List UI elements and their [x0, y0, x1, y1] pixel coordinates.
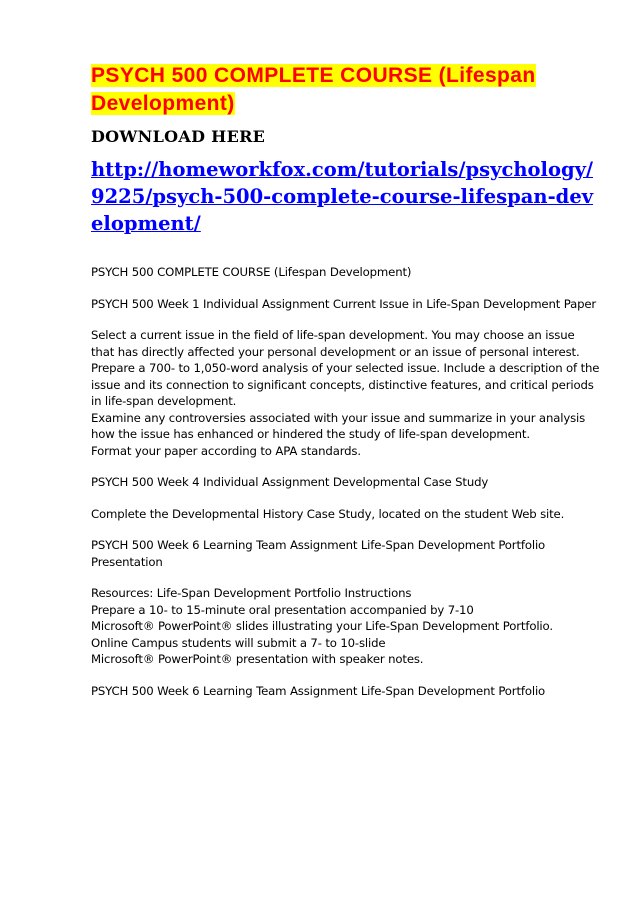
instruction-line: Online Campus students will submit a 7- to 10-slide: [91, 635, 386, 650]
instruction-line: Prepare a 10- to 15-minute oral presentation accompanied by 7-10: [91, 602, 474, 617]
instruction-line: Examine any controversies associated with your issue and summarize in your analysis how the issue has enhanced or hindered the study of life-span development.: [91, 410, 586, 441]
week4-heading: PSYCH 500 Week 4 Individual Assignment Developmental Case Study: [91, 475, 489, 489]
title-highlight: PSYCH 500 COMPLETE COURSE (Lifespan Development): [91, 64, 536, 115]
instruction-line: Select a current issue in the field of life-span development. You may choose an issue that has directly affected your personal development or an issue of personal interest.: [91, 328, 580, 359]
download-link[interactable]: http://homeworkfox.com/tutorials/psychology/9225/psych-500-complete-course-lifespan-development/: [91, 158, 594, 235]
week1-instructions: [91, 327, 601, 459]
course-heading: PSYCH 500 COMPLETE COURSE (Lifespan Development): [91, 265, 412, 279]
instruction-line: Microsoft® PowerPoint® slides illustrating your Life-Span Development Portfolio.: [91, 619, 553, 633]
instruction-line: Format your paper according to APA standards.: [91, 443, 361, 458]
week1-heading: PSYCH 500 Week 1 Individual Assignment Current Issue in Life-Span Development Paper: [91, 296, 597, 311]
instruction-line: Prepare a 700- to 1,050-word analysis of your selected issue. Include a description of the issue and its connection to significant concepts, distinctive features, and critical periods in life-span development.: [91, 361, 600, 408]
week6-heading-2: PSYCH 500 Week 6 Learning Team Assignment Life-Span Development Portfolio: [91, 683, 546, 698]
download-label: DOWNLOAD HERE: [91, 127, 266, 146]
week6-instructions: [91, 585, 601, 668]
instruction-line: Resources: Life-Span Development Portfolio Instructions: [91, 586, 412, 600]
document-body: [91, 264, 601, 699]
week4-instructions: Complete the Developmental History Case Study, located on the student Web site.: [91, 506, 565, 521]
document-title: [91, 62, 601, 118]
document-content: [91, 62, 601, 699]
week6-heading: PSYCH 500 Week 6 Learning Team Assignment Life-Span Development Portfolio Presentation: [91, 538, 546, 569]
instruction-line: Microsoft® PowerPoint® presentation with speaker notes.: [91, 652, 424, 666]
